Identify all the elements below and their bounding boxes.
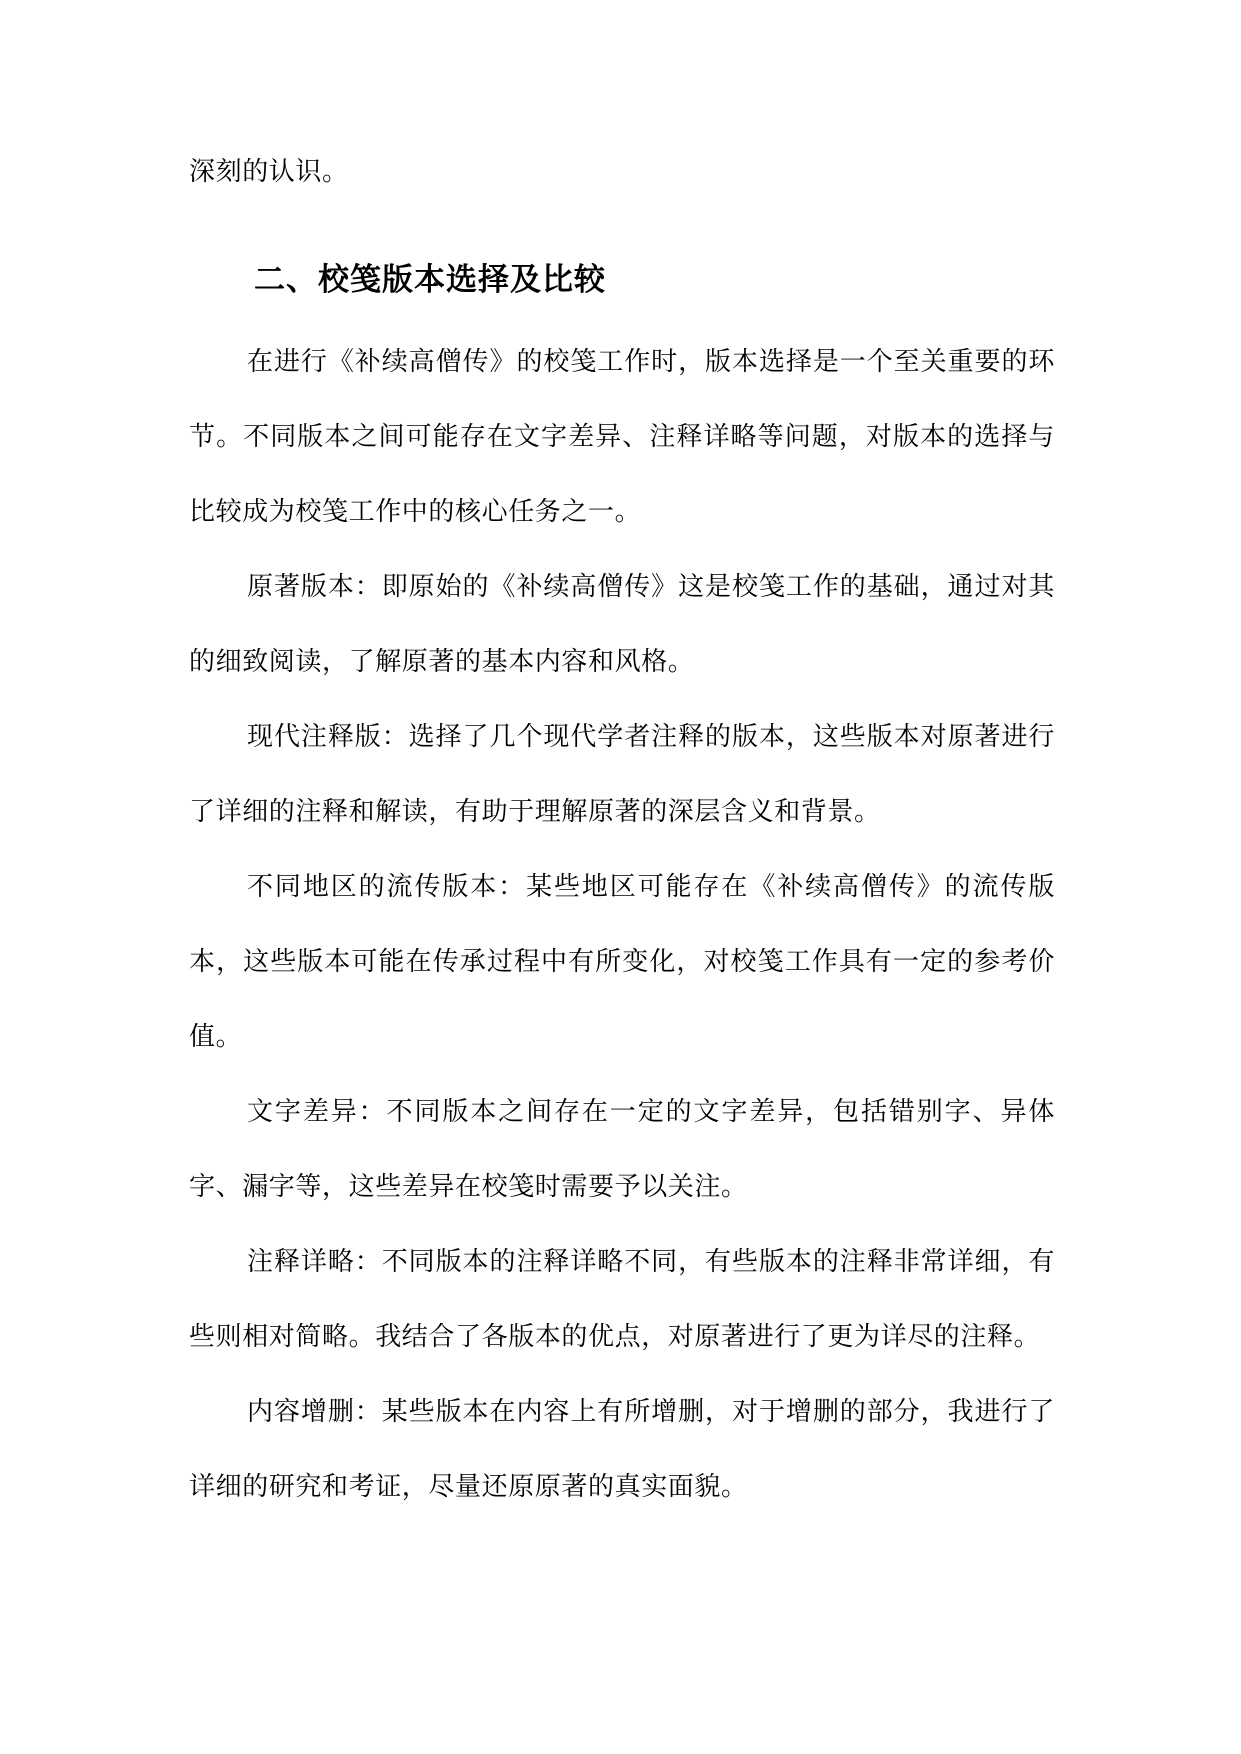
paragraph-content-changes: 内容增删：某些版本在内容上有所增删，对于增删的部分，我进行了详细的研究和考证，尽量还原原著的真实面貌。 <box>189 1397 1055 1502</box>
body-text <box>189 325 1055 1525</box>
continuation-text: 深刻的认识。 <box>189 157 349 187</box>
paragraph-regional-editions: 不同地区的流传版本：某些地区可能存在《补续高僧传》的流传版本，这些版本可能在传承过程中有所变化，对校笺工作具有一定的参考价值。 <box>189 872 1055 1052</box>
continuation-block <box>189 135 1055 210</box>
paragraph-original-edition: 原著版本：即原始的《补续高僧传》这是校笺工作的基础，通过对其的细致阅读，了解原著的基本内容和风格。 <box>189 572 1055 677</box>
paragraph-modern-annotated: 现代注释版：选择了几个现代学者注释的版本，这些版本对原著进行了详细的注释和解读，有助于理解原著的深层含义和背景。 <box>189 722 1055 827</box>
paragraph-intro: 在进行《补续高僧传》的校笺工作时，版本选择是一个至关重要的环节。不同版本之间可能存在文字差异、注释详略等问题，对版本的选择与比较成为校笺工作中的核心任务之一。 <box>189 347 1055 527</box>
paragraph-text-differences: 文字差异：不同版本之间存在一定的文字差异，包括错别字、异体字、漏字等，这些差异在校笺时需要予以关注。 <box>189 1097 1055 1202</box>
paragraph-annotation-detail: 注释详略：不同版本的注释详略不同，有些版本的注释非常详细，有些则相对简略。我结合了各版本的优点，对原著进行了更为详尽的注释。 <box>189 1247 1055 1352</box>
section-heading: 二、校笺版本选择及比较 <box>254 262 606 298</box>
